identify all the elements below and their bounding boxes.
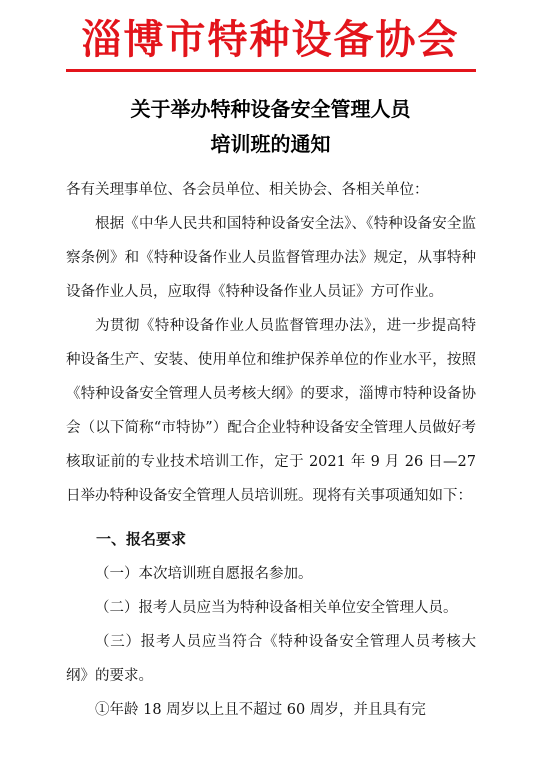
paragraph-training-arrangement: 为贯彻《特种设备作业人员监督管理办法》，进一步提高特种设备生产、安装、使用单位和维护保养单位的作业水平，按照《特种设备安全管理人员考核大纲》的要求，淄博市特种设备协会（以下简称“市特协”）配合企业特种设备安全管理人员做好考核取证前的专业技术培训工作，定于 2021 年 9 月 26 日—27 日举办特种设备安全管理人员培训班。现将有关事项通知如下：	[66, 318, 476, 504]
notice-title-line-2: 培训班的通知	[210, 132, 331, 156]
requirement-item: （三）报考人员应当符合《特种设备安全管理人员考核大纲》的要求。	[66, 634, 476, 684]
requirement-subitem: ①年龄 18 周岁以上且不超过 60 周岁，并且具有完	[95, 702, 426, 718]
salutation: 各有关理事单位、各会员单位、相关协会、各相关单位：	[66, 182, 429, 198]
section-heading-registration: 一、报名要求	[96, 530, 187, 548]
organization-masthead: 淄博市特种设备协会	[81, 16, 460, 63]
notice-body	[66, 173, 476, 727]
requirement-item: （一）本次培训班自愿报名参加。	[95, 566, 313, 582]
paragraph-legal-basis: 根据《中华人民共和国特种设备安全法》、《特种设备安全监察条例》和《特种设备作业人员监督管理办法》规定，从事特种设备作业人员，应取得《特种设备作业人员证》方可作业。	[66, 216, 476, 300]
requirement-item: （二）报考人员应当为特种设备相关单位安全管理人员。	[95, 600, 458, 616]
masthead-divider-line	[66, 69, 476, 72]
notice-title-line-1: 关于举办特种设备安全管理人员	[130, 97, 411, 121]
